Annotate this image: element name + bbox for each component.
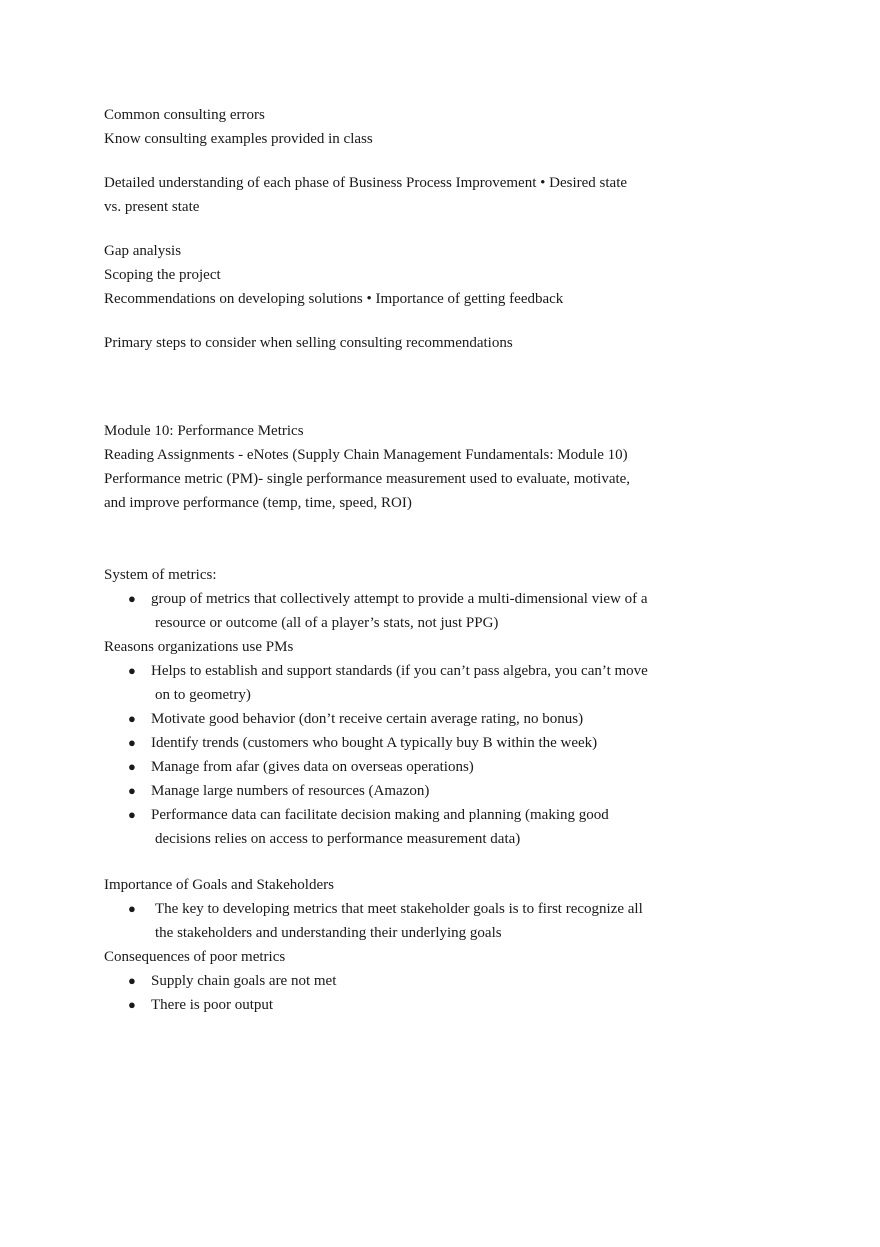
list-item [104,659,694,707]
text-line: Detailed understanding of each phase of Business Process Improvement • Desired state [104,175,628,191]
text-line: Primary steps to consider when selling consulting recommendations [104,335,513,351]
list-item-text: Manage large numbers of resources (Amazon) [151,783,430,799]
bullet-list [104,659,694,851]
bullet-icon: ● [128,663,136,678]
list-item [104,755,694,779]
list-item-text: There is poor output [151,997,274,1013]
list-item-text: Helps to establish and support standards (if you can’t pass algebra, you can’t move [151,663,648,679]
list-item [104,969,694,993]
bullet-icon: ● [128,759,136,774]
section-heading: Consequences of poor metrics [104,949,286,965]
bullet-icon: ● [128,901,136,916]
list-item-text: on to geometry) [155,687,251,703]
list-item-text: The key to developing metrics that meet stakeholder goals is to first recognize all [155,901,643,917]
section-heading: Importance of Goals and Stakeholders [104,877,334,893]
list-item-text: Identify trends (customers who bought A typically buy B within the week) [151,735,598,751]
list-item [104,897,694,945]
list-item-text: Motivate good behavior (don’t receive certain average rating, no bonus) [151,711,584,727]
list-item [104,993,694,1017]
text-line: Gap analysis [104,243,182,259]
bullet-icon: ● [128,997,136,1012]
bullet-icon: ● [128,591,136,606]
document-page [104,103,694,1017]
list-item [104,707,694,731]
module-title: Module 10: Performance Metrics [104,423,304,439]
text-line: Know consulting examples provided in class [104,131,373,147]
list-item-text: Supply chain goals are not met [151,973,337,989]
section-heading: System of metrics: [104,567,217,583]
bullet-list [104,969,694,1017]
bullet-icon: ● [128,711,136,726]
list-item-text: Performance data can facilitate decision making and planning (making good [151,807,609,823]
text-line: Scoping the project [104,267,221,283]
list-item [104,731,694,755]
list-item-text: group of metrics that collectively attempt to provide a multi-dimensional view of a [151,591,648,607]
section-heading: Reasons organizations use PMs [104,639,294,655]
bullet-list [104,587,694,635]
bullet-list [104,897,694,945]
list-item [104,779,694,803]
text-line: Recommendations on developing solutions • Importance of getting feedback [104,291,564,307]
list-item-text: Manage from afar (gives data on overseas operations) [151,759,474,775]
text-line: and improve performance (temp, time, speed, ROI) [104,495,412,511]
list-item [104,587,694,635]
bullet-icon: ● [128,973,136,988]
text-line: Performance metric (PM)- single performance measurement used to evaluate, motivate, [104,471,631,487]
bullet-icon: ● [128,807,136,822]
bullet-icon: ● [128,735,136,750]
list-item [104,803,694,851]
text-line: Common consulting errors [104,107,265,123]
text-line: Reading Assignments - eNotes (Supply Chain Management Fundamentals: Module 10) [104,447,628,463]
bullet-icon: ● [128,783,136,798]
list-item-text: the stakeholders and understanding their underlying goals [155,925,502,941]
text-line: vs. present state [104,199,200,215]
list-item-text: resource or outcome (all of a player’s stats, not just PPG) [155,615,499,631]
list-item-text: decisions relies on access to performance measurement data) [155,831,521,847]
